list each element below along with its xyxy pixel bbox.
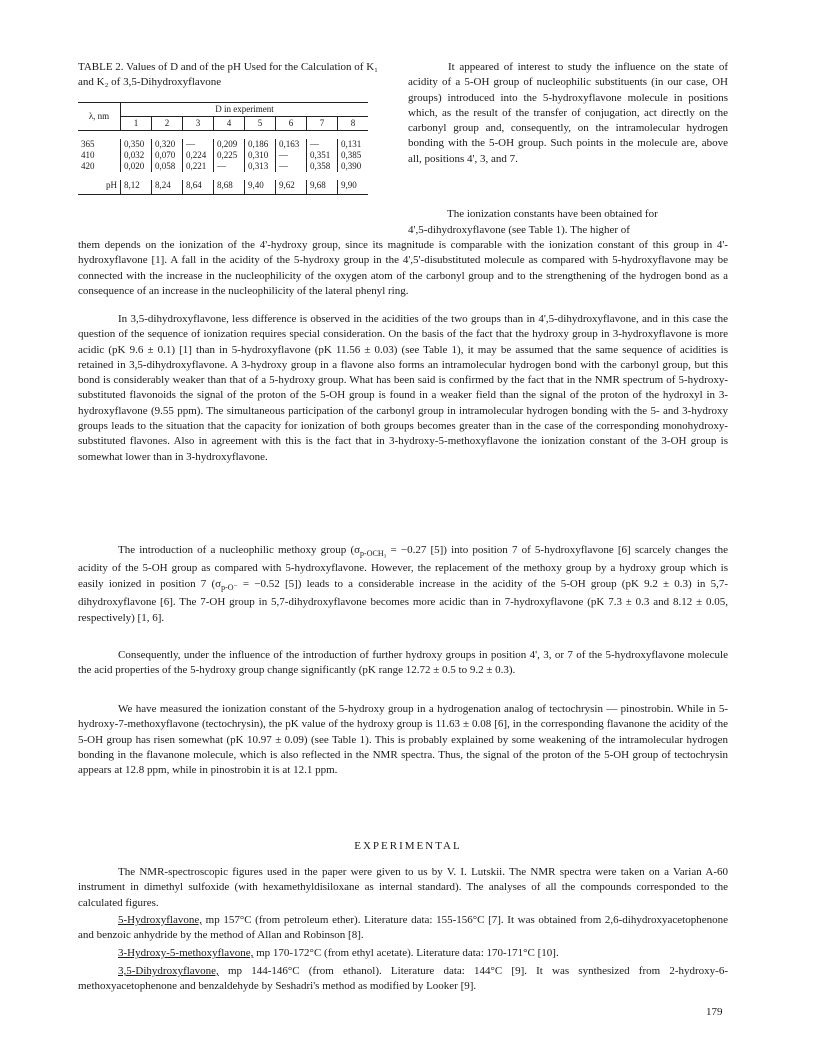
table-cell: 0,390	[338, 161, 369, 172]
table-cell: —	[276, 150, 307, 161]
table-cell: —	[214, 161, 245, 172]
experiment-number-5: 5	[245, 117, 276, 131]
paragraph-pinostrobin: We have measured the ionization constant of the 5-hydroxy group in a hydrogenation analog of tectochrysin — pinostrobin. While in 5-hydroxy-7-methoxyflavone (tectochrysin), the pK value of the hydroxy group is 11.63 ± 0.08 [6], in the corresponding flavanone the acidity of the 5-OH group has risen somewhat (pK 10.97 ± 0.09) (see Table 1). This is probably explained by some weakening of the intramolecular hydrogen bonding in the flavanone molecule, which is also reflected in the NMR spectra. Thus, the signal of the proton of the 5-OH group of tectochrysin appears at 12.8 ppm, while in pinostrobin it is at 12.1 ppm.	[78, 703, 728, 777]
paragraph-consequently: Consequently, under the influence of the introduction of further hydroxy groups in position 4', 3, or 7 of the 5-hydroxyflavone molecule the acid properties of the 5-hydroxy group change significantly (pK range 12.72 ± 0.5 to 9.2 ± 0.3).	[78, 649, 728, 677]
table-cell: 0,313	[245, 161, 276, 172]
table-cell: 0,221	[183, 161, 214, 172]
table-cell: 0,224	[183, 150, 214, 161]
experiment-number-7: 7	[307, 117, 338, 131]
ph-cell: 9,68	[307, 180, 338, 195]
ph-label: pH	[106, 180, 117, 190]
ph-cell: 8,12	[121, 180, 152, 195]
table-cell: —	[183, 139, 214, 150]
ph-cell: 8,64	[183, 180, 214, 195]
table-cell: 0,351	[307, 150, 338, 161]
paragraph-3-5-dihydroxy: In 3,5-dihydroxyflavone, less difference is observed in the acidities of the two groups than in 4',5-dihydroxyflavone, and in this case the question of the sequence of ionization requires special consideration. On the basis of the fact that the hydroxy group in 3-hydroxyflavone is more acidic (pK 9.6 ± 0.1) [1] than in 5-hydroxyflavone (pK 11.56 ± 0.03) (see Table 1), it may be assumed that the same sequence of acidities is retained in 3,5-dihydroxyflavone. A 3-hydroxy group in a flavone also forms an intramolecular hydrogen bond with the carbonyl group, but this bond is considerably weaker than that of a 5-hydroxy group. What has been said is confirmed by the fact that in the NMR spectrum of 5-hydroxy-substituted flavonoids the signal of the proton of the 5-OH group is found in a weaker field than the signal of the proton of the hydroxyl in 3-hydroxyflavone (9.55 ppm). The simultaneous participation of the carbonyl group in intramolecular hydrogen bonding with the 5- and 3-hydroxy groups leads to the situation that the capacity for ionization of both groups becomes greater than in the case of the corresponding monohydroxy-substituted flavones. Also in agreement with this is the fact that in 3-hydroxy-5-methoxyflavone the ionization constant of the 3-OH group is somewhat lower than in 3-hydroxyflavone.	[78, 313, 728, 463]
experiment-number-2: 2	[152, 117, 183, 131]
table-cell: 0,163	[276, 139, 307, 150]
table-cell: 0,385	[338, 150, 369, 161]
experimental-paragraph-5-hydroxyflavone: 5-Hydroxyflavone, mp 157°C (from petroleum ether). Literature data: 155-156°C [7]. It was obtained from 2,6-dihydroxyacetophenone and benzoic anhydride by the method of Allan and Robinson [8].	[78, 914, 728, 942]
table-body	[78, 131, 368, 195]
experimental-paragraph-1: The NMR-spectroscopic figures used in the paper were given to us by V. I. Lutskii. The NMR spectra were taken on a Varian A-60 instrument in dimethyl sulfoxide (with hexamethyldisiloxane as internal standard). The analyses of all the compounds corresponded to the calculated figures.	[78, 866, 728, 909]
table-cell: 0,358	[307, 161, 338, 172]
wavelength-cell: 410	[81, 150, 95, 160]
wavelength-cell: 420	[81, 161, 95, 171]
ionization-paragraph-rest: them depends on the ionization of the 4'-hydroxy group, since its magnitude is comparable with the ionization constant of this group in 4'-hydroxyflavone [1]. A fall in the acidity of the 5-hydroxy group in the 4',5'-disubstituted molecule as compared with 5-hydroxyflavone may be connected with the increase in the nucleophilicity of the oxygen atom of the carbonyl group and to the strengthening of the hydrogen bond as a consequence of an increase in the nucleophilicity of the lateral phenyl ring.	[78, 239, 728, 297]
table-cell: 0,070	[152, 150, 183, 161]
right-column-paragraph: It appeared of interest to study the influence on the state of acidity of a 5-OH group of nucleophilic substituents (in our case, OH groups) introduced into the 5-hydroxyflavone molecule in positions which, as the result of the transfer of conjugation, act directly on the carbonyl group and, consequently, on the intramolecular hydrogen bonding with the 5-OH group. Such points in the molecule are, above all, positions 4', 3, and 7.	[408, 61, 728, 165]
table-cell: 0,320	[152, 139, 183, 150]
experiment-number-1: 1	[121, 117, 152, 131]
table-cell: 0,209	[214, 139, 245, 150]
ph-cell: 9,40	[245, 180, 276, 195]
table-cell: 0,310	[245, 150, 276, 161]
table-caption: TABLE 2. Values of D and of the pH Used for the Calculation of K₁ and K₂ of 3,5-Dihydroxyflavone	[78, 61, 378, 88]
table-row	[78, 161, 368, 172]
experiment-header-row	[78, 117, 368, 131]
experiment-number-3: 3	[183, 117, 214, 131]
ph-row	[78, 180, 368, 195]
experimental-heading: EXPERIMENTAL	[354, 840, 462, 852]
table-row	[78, 139, 368, 150]
experiment-number-6: 6	[276, 117, 307, 131]
table-cell: —	[307, 139, 338, 150]
table-cell: 0,350	[121, 139, 152, 150]
table-cell: —	[276, 161, 307, 172]
table-2	[78, 102, 368, 195]
experimental-paragraph-3-5-dihydroxyflavone: 3,5-Dihydroxyflavone, mp 144-146°C (from ethanol). Literature data: 144°C [9]. It was synthesized from 2-hydroxy-6-methoxyacetophenone and benzaldehyde by Seshadri's method as modified by Looker [9].	[78, 965, 728, 993]
ph-cell: 8,68	[214, 180, 245, 195]
experiment-number-8: 8	[338, 117, 369, 131]
wavelength-header: λ, nm	[88, 111, 110, 121]
paragraph-methoxy-group: The introduction of a nucleophilic methoxy group ($\sigma_{p-OCH_3} = -0.27$ [5]) into position 7 of 5-hydroxyflavone [6] scarcely changes the acidity of the 5-OH group as compared with 5-hydroxyflavone. However, the replacement of the methoxy group by a hydroxy group which is easily ionized in position 7 ($\sigma_{p-O^-} = -0.52$ [5]) leads to a considerable increase in the acidity of the 5-OH group (pK 9.2 ± 0.3) in 5,7-dihydroxyflavone [6]. The 7-OH group in 5,7-dihydroxyflavone becomes more acidic than in 7-hydroxyflavone (pK 7.3 ± 0.3 and 8.12 ± 0.05, respectively) [1, 6].	[78, 544, 729, 624]
table-cell: 0,058	[152, 161, 183, 172]
ph-cell: 9,62	[276, 180, 307, 195]
ph-cell: 8,24	[152, 180, 183, 195]
table-row	[78, 150, 368, 161]
wavelength-cell: 365	[81, 139, 95, 149]
experiment-number-4: 4	[214, 117, 245, 131]
table-cell: 0,225	[214, 150, 245, 161]
ph-cell: 9,90	[338, 180, 369, 195]
table-cell: 0,186	[245, 139, 276, 150]
table-cell: 0,032	[121, 150, 152, 161]
ionization-paragraph-start: The ionization constants have been obtained for	[447, 208, 658, 220]
table-cell: 0,020	[121, 161, 152, 172]
experimental-paragraph-3-hydroxy-5-methoxyflavone: 3-Hydroxy-5-methoxyflavone, mp 170-172°C (from ethyl acetate). Literature data: 170-171°C [10].	[118, 947, 559, 959]
ionization-paragraph-line2: 4',5-dihydroxyflavone (see Table 1). The higher of	[408, 224, 630, 236]
group-header: D in experiment	[121, 103, 369, 117]
sigma-subscript-o: p-O⁻	[221, 582, 238, 592]
page-number: 179	[706, 1006, 723, 1018]
table-cell: 0,131	[338, 139, 369, 150]
sigma-subscript-och3: p-OCH₃	[360, 549, 387, 559]
